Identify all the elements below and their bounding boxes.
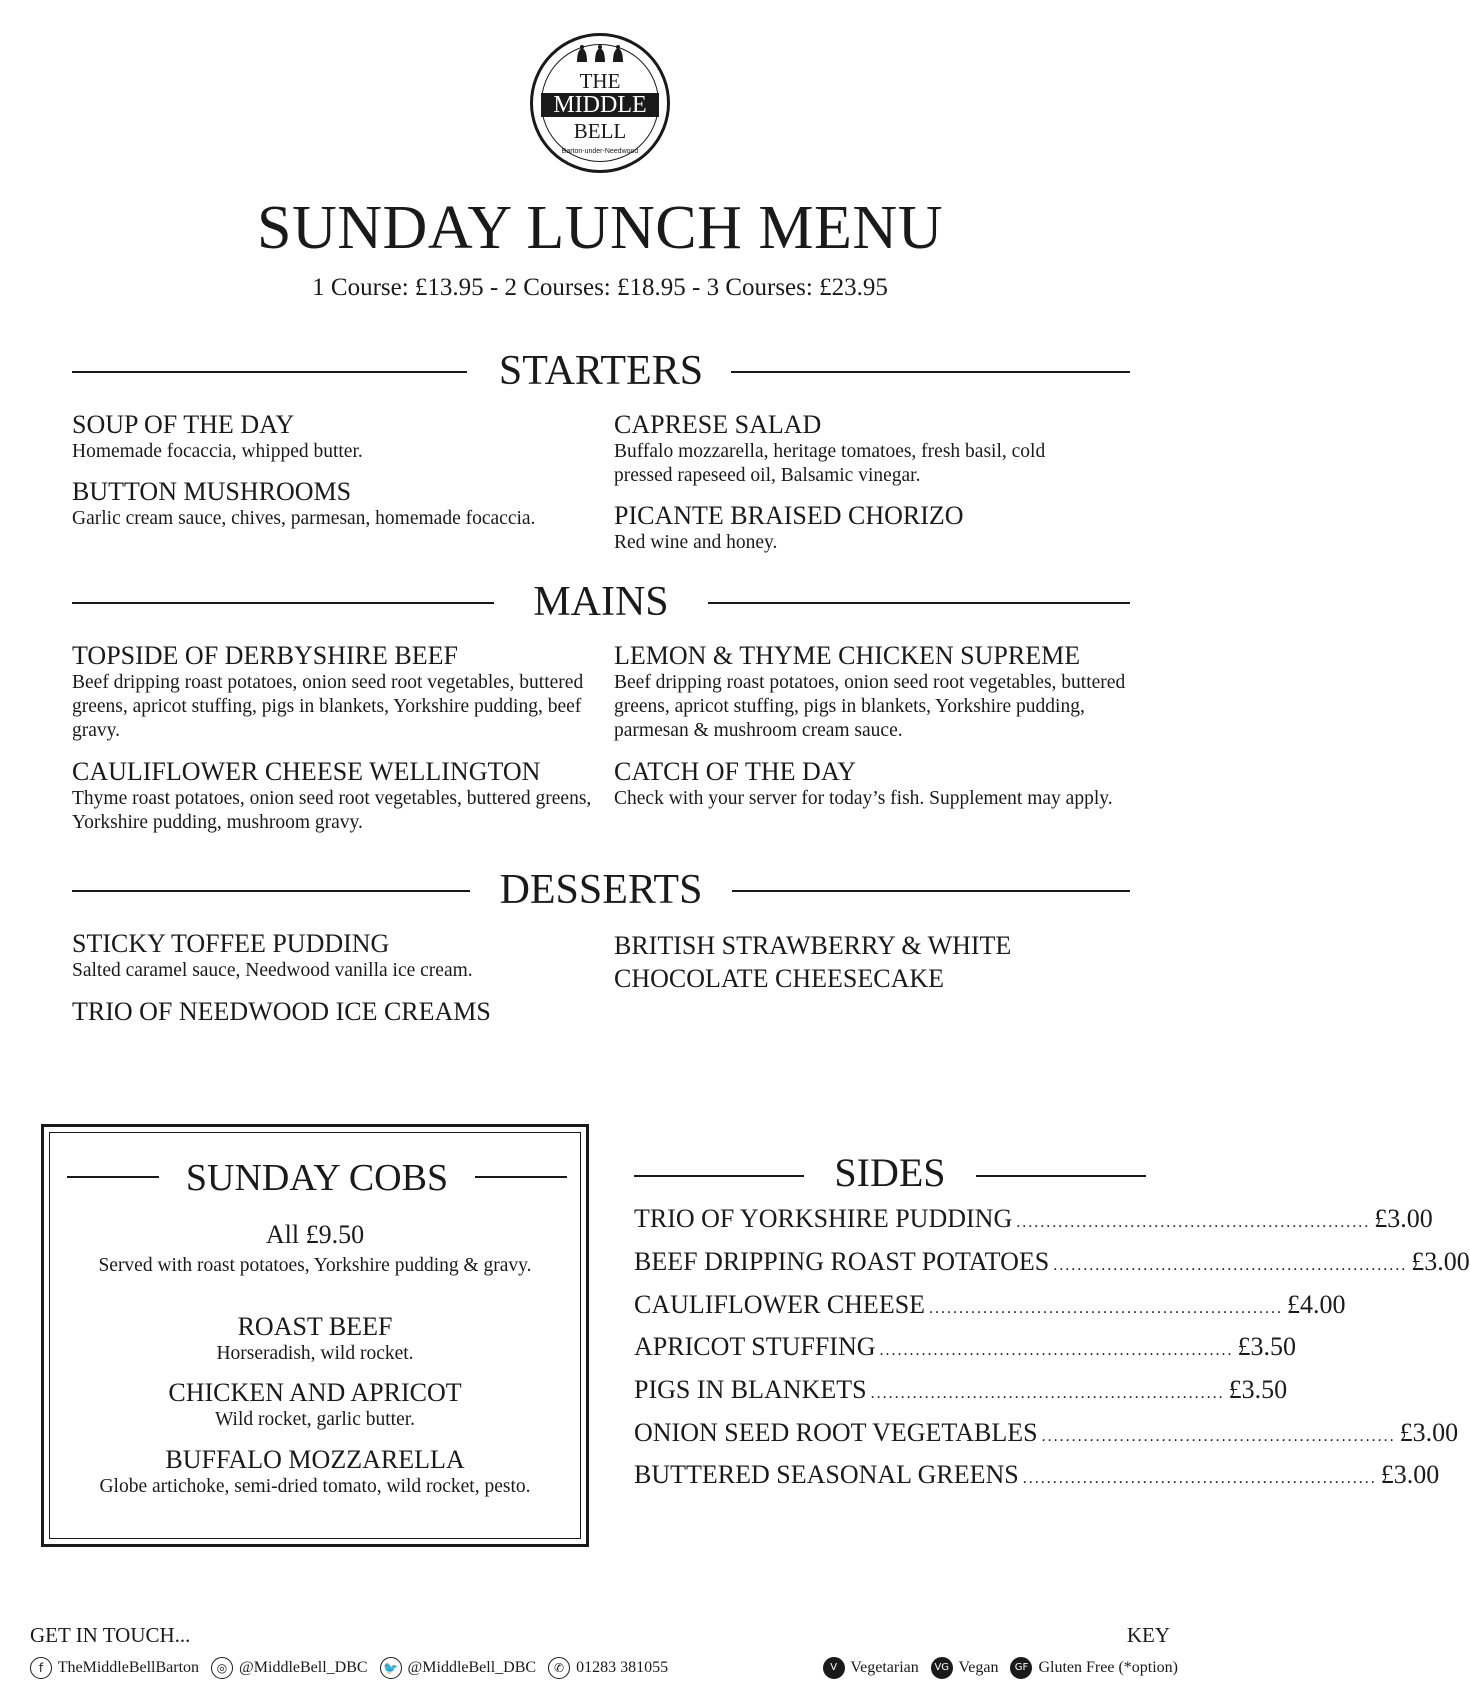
gluten-free-icon: GF (1010, 1657, 1032, 1679)
item-name: LEMON & THYME CHICKEN SUPREME (614, 641, 1081, 670)
side-item (634, 1204, 1433, 1234)
cobs-price: All £9.50 (265, 1220, 365, 1249)
menu-item (614, 757, 1114, 811)
item-desc: Thyme roast potatoes, onion seed root vegetables, buttered greens, Yorkshire pudding, mushroom gravy. (72, 788, 592, 833)
logo-line-1: THE (579, 69, 621, 93)
side-name: CAULIFLOWER CHEESE (634, 1290, 926, 1319)
item-desc: Globe artichoke, semi-dried tomato, wild rocket, pesto. (99, 1476, 531, 1497)
key-row (823, 1656, 1178, 1680)
item-name: CATCH OF THE DAY (614, 757, 856, 786)
item-desc: Homemade focaccia, whipped butter. (72, 441, 363, 462)
sides-heading-text: SIDES (834, 1150, 946, 1195)
item-name: CAPRESE SALAD (614, 410, 822, 439)
side-name: PIGS IN BLANKETS (634, 1375, 867, 1404)
item-name: CAULIFLOWER CHEESE WELLINGTON (72, 757, 541, 786)
instagram-handle[interactable]: @MiddleBell_DBC (239, 1659, 368, 1676)
menu-item (72, 410, 592, 464)
side-item (634, 1418, 1459, 1448)
cobs-heading (67, 1158, 567, 1208)
logo-location: Barton-under-Needwood (561, 148, 639, 155)
side-item (634, 1290, 1346, 1320)
side-price: £3.00 (1411, 1247, 1470, 1276)
logo (530, 33, 670, 173)
cobs-heading-text: SUNDAY COBS (185, 1157, 449, 1199)
phone-icon[interactable]: ✆ (548, 1657, 570, 1679)
twitter-icon[interactable]: 🐦 (380, 1657, 402, 1679)
item-name: STICKY TOFFEE PUDDING (72, 929, 390, 958)
mains-heading (72, 577, 1130, 627)
menu-item (614, 501, 1104, 555)
contact-heading: GET IN TOUCH... (30, 1623, 191, 1647)
key-label: Gluten Free (*option) (1038, 1659, 1178, 1676)
key-heading: KEY (1126, 1623, 1170, 1647)
facebook-handle[interactable]: TheMiddleBellBarton (57, 1659, 200, 1676)
item-name: BRITISH STRAWBERRY & WHITE CHOCOLATE CHEESECAKE (614, 931, 1012, 993)
key-label: Vegan (958, 1659, 999, 1676)
side-item (634, 1460, 1440, 1490)
side-price: £3.50 (1228, 1375, 1288, 1404)
side-name: BEEF DRIPPING ROAST POTATOES (634, 1247, 1050, 1276)
phone-number[interactable]: 01283 381055 (576, 1659, 669, 1676)
key-label: Vegetarian (850, 1659, 919, 1676)
sides-heading (634, 1148, 1146, 1198)
side-item (634, 1247, 1470, 1277)
leader-dots: ........................................................... (929, 1300, 1284, 1317)
menu-item (614, 410, 1104, 488)
mains-heading-text: MAINS (505, 579, 696, 625)
leader-dots: ........................................................... (870, 1385, 1225, 1402)
course-prices: 1 Course: £13.95 - 2 Courses: £18.95 - 3 Courses: £23.95 (312, 274, 888, 301)
side-name: APRICOT STUFFING (634, 1332, 876, 1361)
leader-dots: ........................................................... (1022, 1470, 1377, 1487)
menu-item (614, 929, 1034, 995)
cobs-note: Served with roast potatoes, Yorkshire pudding & gravy. (98, 1255, 532, 1276)
leader-dots: ........................................................... (1053, 1257, 1408, 1274)
item-name: BUFFALO MOZZARELLA (165, 1445, 465, 1474)
item-name: SOUP OF THE DAY (72, 410, 295, 439)
item-name: TRIO OF NEEDWOOD ICE CREAMS (72, 997, 491, 1026)
leader-dots: ........................................................... (879, 1342, 1234, 1359)
menu-item (72, 997, 592, 1027)
item-desc: Check with your server for today’s fish. Supplement may apply. (614, 788, 1113, 809)
item-name: ROAST BEEF (237, 1312, 393, 1341)
leader-dots: ........................................................... (1041, 1428, 1396, 1445)
bells-icon (533, 44, 667, 70)
twitter-handle[interactable]: @MiddleBell_DBC (407, 1659, 537, 1676)
item-desc: Salted caramel sauce, Needwood vanilla ice cream. (72, 960, 473, 981)
vegan-icon: VG (931, 1657, 953, 1679)
side-price: £3.00 (1380, 1460, 1440, 1489)
cob-item (44, 1312, 586, 1366)
side-name: ONION SEED ROOT VEGETABLES (634, 1418, 1038, 1447)
side-item (634, 1375, 1288, 1405)
starters-heading-text: STARTERS (471, 348, 731, 394)
item-desc: Buffalo mozzarella, heritage tomatoes, fresh basil, cold pressed rapeseed oil, Balsamic vinegar. (614, 441, 1046, 486)
logo-line-3: BELL (573, 119, 627, 143)
item-name: BUTTON MUSHROOMS (72, 477, 352, 506)
item-desc: Garlic cream sauce, chives, parmesan, homemade focaccia. (72, 508, 536, 529)
cob-item (44, 1378, 586, 1432)
item-desc: Horseradish, wild rocket. (216, 1343, 414, 1364)
side-name: BUTTERED SEASONAL GREENS (634, 1460, 1019, 1489)
desserts-heading (72, 865, 1130, 915)
item-name: CHICKEN AND APRICOT (168, 1378, 462, 1407)
contact-row (30, 1656, 668, 1680)
cob-item (44, 1445, 586, 1499)
starters-heading (72, 346, 1130, 396)
facebook-icon[interactable]: f (30, 1657, 52, 1679)
side-item (634, 1332, 1297, 1362)
menu-item (72, 641, 592, 743)
menu-title: SUNDAY LUNCH MENU (257, 194, 943, 262)
desserts-heading-text: DESSERTS (472, 867, 731, 913)
instagram-icon[interactable]: ◎ (211, 1657, 233, 1679)
side-price: £4.00 (1287, 1290, 1346, 1319)
menu-item (72, 929, 592, 983)
item-desc: Beef dripping roast potatoes, onion seed root vegetables, buttered greens, apricot stuffing, pigs in blankets, Yorkshire pudding, beef gravy. (72, 672, 584, 741)
side-price: £3.50 (1237, 1332, 1297, 1361)
item-desc: Red wine and honey. (614, 532, 778, 553)
logo-line-2: MIDDLE (541, 93, 659, 117)
item-name: PICANTE BRAISED CHORIZO (614, 501, 964, 530)
vegetarian-icon: V (823, 1657, 845, 1679)
side-price: £3.00 (1374, 1204, 1433, 1233)
item-desc: Beef dripping roast potatoes, onion seed root vegetables, buttered greens, apricot stuffing, pigs in blankets, Yorkshire pudding, parmesan & mushroom cream sauce. (614, 672, 1126, 741)
leader-dots: ........................................................... (1016, 1214, 1371, 1231)
side-price: £3.00 (1399, 1418, 1459, 1447)
item-name: TOPSIDE OF DERBYSHIRE BEEF (72, 641, 458, 670)
side-name: TRIO OF YORKSHIRE PUDDING (634, 1204, 1013, 1233)
menu-item (72, 477, 592, 531)
item-desc: Wild rocket, garlic butter. (214, 1409, 416, 1430)
menu-item (614, 641, 1134, 743)
menu-item (72, 757, 592, 835)
